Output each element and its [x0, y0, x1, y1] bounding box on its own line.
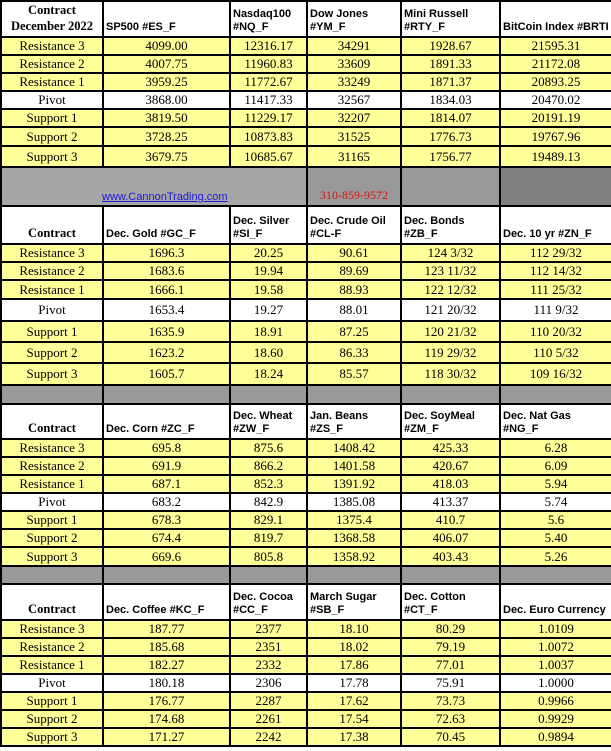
instrument-header: Dec. Cotton #CT_F: [401, 584, 500, 620]
level-value: 1.0072: [500, 638, 611, 656]
table-row: [1, 321, 611, 342]
level-value: 695.8: [103, 439, 230, 457]
level-value: 31525: [307, 127, 401, 146]
instrument-header: Dec. Cocoa #CC_F: [230, 584, 307, 620]
contract-label: Contract: [28, 3, 76, 17]
level-label: Support 1: [1, 109, 103, 127]
phone-cell: [307, 167, 401, 206]
level-value: 1814.07: [401, 109, 500, 127]
level-value: 2261: [230, 710, 307, 728]
level-value: 19.58: [230, 280, 307, 299]
table-row: [1, 342, 611, 363]
level-value: 182.27: [103, 656, 230, 674]
table-row: [1, 710, 611, 728]
instrument-header: Dec. Coffee #KC_F: [103, 584, 230, 620]
level-value: 17.62: [307, 692, 401, 710]
level-value: 1776.73: [401, 127, 500, 146]
level-value: 3679.75: [103, 146, 230, 167]
level-value: 6.28: [500, 439, 611, 457]
level-value: 674.4: [103, 529, 230, 547]
level-value: 1385.08: [307, 493, 401, 511]
table-row: [1, 728, 611, 746]
level-value: 171.27: [103, 728, 230, 746]
table-row: [1, 620, 611, 638]
level-value: 1635.9: [103, 321, 230, 342]
level-value: 842.9: [230, 493, 307, 511]
level-value: 3868.00: [103, 91, 230, 109]
level-value: 1401.58: [307, 457, 401, 475]
level-value: 1928.67: [401, 37, 500, 55]
level-value: 185.68: [103, 638, 230, 656]
level-value: 683.2: [103, 493, 230, 511]
level-value: 18.02: [307, 638, 401, 656]
level-value: 110 20/32: [500, 321, 611, 342]
level-value: 1.0037: [500, 656, 611, 674]
level-value: 112 14/32: [500, 262, 611, 280]
table-row: [1, 674, 611, 692]
level-value: 17.54: [307, 710, 401, 728]
instrument-header: Dec. Crude Oil #CL-F: [307, 206, 401, 244]
level-value: 70.45: [401, 728, 500, 746]
table-row: [1, 55, 611, 73]
level-value: 110 5/32: [500, 342, 611, 363]
level-value: 678.3: [103, 511, 230, 529]
level-value: 33249: [307, 73, 401, 91]
instrument-header: Mini Russell #RTY_F: [401, 1, 500, 37]
level-value: 86.33: [307, 342, 401, 363]
instrument-header: Dec. SoyMeal #ZM_F: [401, 404, 500, 439]
level-label: Resistance 1: [1, 475, 103, 493]
level-value: 3819.50: [103, 109, 230, 127]
instrument-header: Dow Jones #YM_F: [307, 1, 401, 37]
level-value: 12316.17: [230, 37, 307, 55]
level-label: Resistance 3: [1, 244, 103, 262]
table-row: [1, 146, 611, 167]
contract-header: [1, 206, 103, 244]
contract-header: [1, 1, 103, 37]
level-value: 176.77: [103, 692, 230, 710]
level-label: Support 1: [1, 692, 103, 710]
level-value: 33609: [307, 55, 401, 73]
level-label: Resistance 1: [1, 73, 103, 91]
level-value: 1408.42: [307, 439, 401, 457]
instrument-header: Jan. Beans #ZS_F: [307, 404, 401, 439]
level-value: 418.03: [401, 475, 500, 493]
section-header-row: [1, 584, 611, 620]
contract-header: [1, 584, 103, 620]
table-row: [1, 127, 611, 146]
level-label: Pivot: [1, 299, 103, 321]
level-value: 1834.03: [401, 91, 500, 109]
level-value: 75.91: [401, 674, 500, 692]
table-row: [1, 638, 611, 656]
level-value: 111 9/32: [500, 299, 611, 321]
level-value: 88.01: [307, 299, 401, 321]
level-value: 109 16/32: [500, 363, 611, 385]
level-value: 20893.25: [500, 73, 611, 91]
level-value: 31165: [307, 146, 401, 167]
level-label: Support 2: [1, 127, 103, 146]
separator-cell: [401, 566, 500, 584]
separator-cell: [500, 566, 611, 584]
level-value: 1871.37: [401, 73, 500, 91]
table-row: [1, 547, 611, 566]
separator-cell: [500, 167, 611, 206]
instrument-header: Dec. Gold #GC_F: [103, 206, 230, 244]
level-value: 1.0109: [500, 620, 611, 638]
level-value: 1666.1: [103, 280, 230, 299]
separator-cell: [230, 385, 307, 404]
table-body: [1, 1, 611, 746]
contract-label: Contract: [28, 226, 76, 240]
instrument-header: Dec. Euro Currency: [500, 584, 611, 620]
table-row: [1, 363, 611, 385]
level-label: Support 2: [1, 342, 103, 363]
level-value: 120 21/32: [401, 321, 500, 342]
level-value: 819.7: [230, 529, 307, 547]
separator-cell: [500, 385, 611, 404]
section-header-row: [1, 206, 611, 244]
level-label: Support 2: [1, 710, 103, 728]
level-value: 4099.00: [103, 37, 230, 55]
level-value: 112 29/32: [500, 244, 611, 262]
level-label: Support 2: [1, 529, 103, 547]
level-value: 1653.4: [103, 299, 230, 321]
level-value: 124 3/32: [401, 244, 500, 262]
level-value: 20470.02: [500, 91, 611, 109]
level-value: 403.43: [401, 547, 500, 566]
table-row: [1, 91, 611, 109]
level-label: Support 1: [1, 321, 103, 342]
level-value: 406.07: [401, 529, 500, 547]
table-row: [1, 529, 611, 547]
level-value: 0.9966: [500, 692, 611, 710]
level-value: 17.78: [307, 674, 401, 692]
level-value: 174.68: [103, 710, 230, 728]
contract-label: Contract: [28, 602, 76, 616]
level-value: 80.29: [401, 620, 500, 638]
level-value: 18.60: [230, 342, 307, 363]
website-cell: [1, 167, 307, 206]
level-value: 410.7: [401, 511, 500, 529]
separator-row: [1, 167, 611, 206]
level-value: 79.19: [401, 638, 500, 656]
table-row: [1, 493, 611, 511]
level-value: 1605.7: [103, 363, 230, 385]
instrument-header: Dec. 10 yr #ZN_F: [500, 206, 611, 244]
level-value: 1756.77: [401, 146, 500, 167]
contract-label: Contract: [28, 421, 76, 435]
level-value: 0.9894: [500, 728, 611, 746]
level-value: 2242: [230, 728, 307, 746]
level-value: 87.25: [307, 321, 401, 342]
level-label: Resistance 2: [1, 457, 103, 475]
level-label: Resistance 2: [1, 55, 103, 73]
level-label: Resistance 2: [1, 262, 103, 280]
level-value: 1391.92: [307, 475, 401, 493]
level-value: 425.33: [401, 439, 500, 457]
level-label: Resistance 3: [1, 37, 103, 55]
separator-cell: [307, 566, 401, 584]
level-value: 1696.3: [103, 244, 230, 262]
table-row: [1, 457, 611, 475]
separator-cell: [307, 385, 401, 404]
phone-number: 310-859-9572: [320, 188, 388, 202]
level-value: 5.40: [500, 529, 611, 547]
separator-cell: [401, 167, 500, 206]
level-value: 852.3: [230, 475, 307, 493]
level-value: 18.91: [230, 321, 307, 342]
level-value: 32207: [307, 109, 401, 127]
level-value: 121 20/32: [401, 299, 500, 321]
level-value: 20.25: [230, 244, 307, 262]
level-value: 6.09: [500, 457, 611, 475]
level-value: 866.2: [230, 457, 307, 475]
level-value: 18.10: [307, 620, 401, 638]
level-value: 17.38: [307, 728, 401, 746]
level-value: 5.6: [500, 511, 611, 529]
level-value: 20191.19: [500, 109, 611, 127]
instrument-header: BitCoin Index #BRTI: [500, 1, 611, 37]
level-value: 19489.13: [500, 146, 611, 167]
level-value: 118 30/32: [401, 363, 500, 385]
level-value: 5.74: [500, 493, 611, 511]
level-value: 17.86: [307, 656, 401, 674]
separator-cell: [1, 566, 103, 584]
level-value: 32567: [307, 91, 401, 109]
level-label: Resistance 3: [1, 439, 103, 457]
table-row: [1, 262, 611, 280]
level-label: Pivot: [1, 674, 103, 692]
level-label: Resistance 1: [1, 280, 103, 299]
level-value: 119 29/32: [401, 342, 500, 363]
level-label: Pivot: [1, 493, 103, 511]
level-value: 5.26: [500, 547, 611, 566]
level-value: 420.67: [401, 457, 500, 475]
level-value: 875.6: [230, 439, 307, 457]
instrument-header: Dec. Wheat #ZW_F: [230, 404, 307, 439]
level-value: 2332: [230, 656, 307, 674]
level-label: Resistance 2: [1, 638, 103, 656]
level-value: 72.63: [401, 710, 500, 728]
level-label: Pivot: [1, 91, 103, 109]
level-label: Support 3: [1, 547, 103, 566]
instrument-header: Dec. Corn #ZC_F: [103, 404, 230, 439]
separator-cell: [103, 566, 230, 584]
instrument-header: SP500 #ES_F: [103, 1, 230, 37]
level-value: 73.73: [401, 692, 500, 710]
level-value: 2287: [230, 692, 307, 710]
level-value: 89.69: [307, 262, 401, 280]
level-value: 3728.25: [103, 127, 230, 146]
level-value: 187.77: [103, 620, 230, 638]
separator-cell: [230, 566, 307, 584]
table-row: [1, 511, 611, 529]
level-value: 1.0000: [500, 674, 611, 692]
level-label: Support 3: [1, 363, 103, 385]
level-value: 1683.6: [103, 262, 230, 280]
level-value: 1358.92: [307, 547, 401, 566]
level-value: 85.57: [307, 363, 401, 385]
level-value: 34291: [307, 37, 401, 55]
table-row: [1, 692, 611, 710]
level-value: 19.27: [230, 299, 307, 321]
table-row: [1, 656, 611, 674]
level-value: 1891.33: [401, 55, 500, 73]
level-label: Support 1: [1, 511, 103, 529]
level-label: Resistance 1: [1, 656, 103, 674]
level-value: 2377: [230, 620, 307, 638]
separator-cell: [103, 385, 230, 404]
level-value: 2306: [230, 674, 307, 692]
level-value: 111 25/32: [500, 280, 611, 299]
level-value: 180.18: [103, 674, 230, 692]
level-value: 19.94: [230, 262, 307, 280]
level-value: 11229.17: [230, 109, 307, 127]
level-value: 10685.67: [230, 146, 307, 167]
separator-cell: [401, 385, 500, 404]
level-value: 413.37: [401, 493, 500, 511]
level-value: 19767.96: [500, 127, 611, 146]
level-value: 11960.83: [230, 55, 307, 73]
level-value: 88.93: [307, 280, 401, 299]
level-label: Support 3: [1, 728, 103, 746]
level-label: Support 3: [1, 146, 103, 167]
table-row: [1, 37, 611, 55]
level-value: 1375.4: [307, 511, 401, 529]
level-value: 805.8: [230, 547, 307, 566]
instrument-header: Dec. Bonds #ZB_F: [401, 206, 500, 244]
section-header-row: [1, 1, 611, 37]
table-row: [1, 475, 611, 493]
level-value: 1623.2: [103, 342, 230, 363]
level-value: 123 11/32: [401, 262, 500, 280]
level-value: 10873.83: [230, 127, 307, 146]
level-value: 2351: [230, 638, 307, 656]
level-value: 691.9: [103, 457, 230, 475]
instrument-header: Dec. Nat Gas #NG_F: [500, 404, 611, 439]
level-value: 21595.31: [500, 37, 611, 55]
level-value: 11417.33: [230, 91, 307, 109]
instrument-header: Dec. Silver #SI_F: [230, 206, 307, 244]
table-row: [1, 299, 611, 321]
separator-row: [1, 385, 611, 404]
level-value: 0.9929: [500, 710, 611, 728]
level-value: 687.1: [103, 475, 230, 493]
level-label: Resistance 3: [1, 620, 103, 638]
level-value: 1368.58: [307, 529, 401, 547]
table-row: [1, 244, 611, 262]
instrument-header: March Sugar #SB_F: [307, 584, 401, 620]
separator-cell: [1, 385, 103, 404]
level-value: 11772.67: [230, 73, 307, 91]
level-value: 4007.75: [103, 55, 230, 73]
contract-header: [1, 404, 103, 439]
level-value: 77.01: [401, 656, 500, 674]
level-value: 90.61: [307, 244, 401, 262]
table-row: [1, 280, 611, 299]
table-row: [1, 73, 611, 91]
level-value: 829.1: [230, 511, 307, 529]
level-value: 21172.08: [500, 55, 611, 73]
section-header-row: [1, 404, 611, 439]
table-row: [1, 109, 611, 127]
website-link[interactable]: www.CannonTrading.com: [102, 191, 228, 203]
separator-row: [1, 566, 611, 584]
level-value: 5.94: [500, 475, 611, 493]
level-value: 18.24: [230, 363, 307, 385]
instrument-header: Nasdaq100 #NQ_F: [230, 1, 307, 37]
table-row: [1, 439, 611, 457]
level-value: 669.6: [103, 547, 230, 566]
level-value: 122 12/32: [401, 280, 500, 299]
contract-month: December 2022: [10, 19, 94, 33]
level-value: 3959.25: [103, 73, 230, 91]
